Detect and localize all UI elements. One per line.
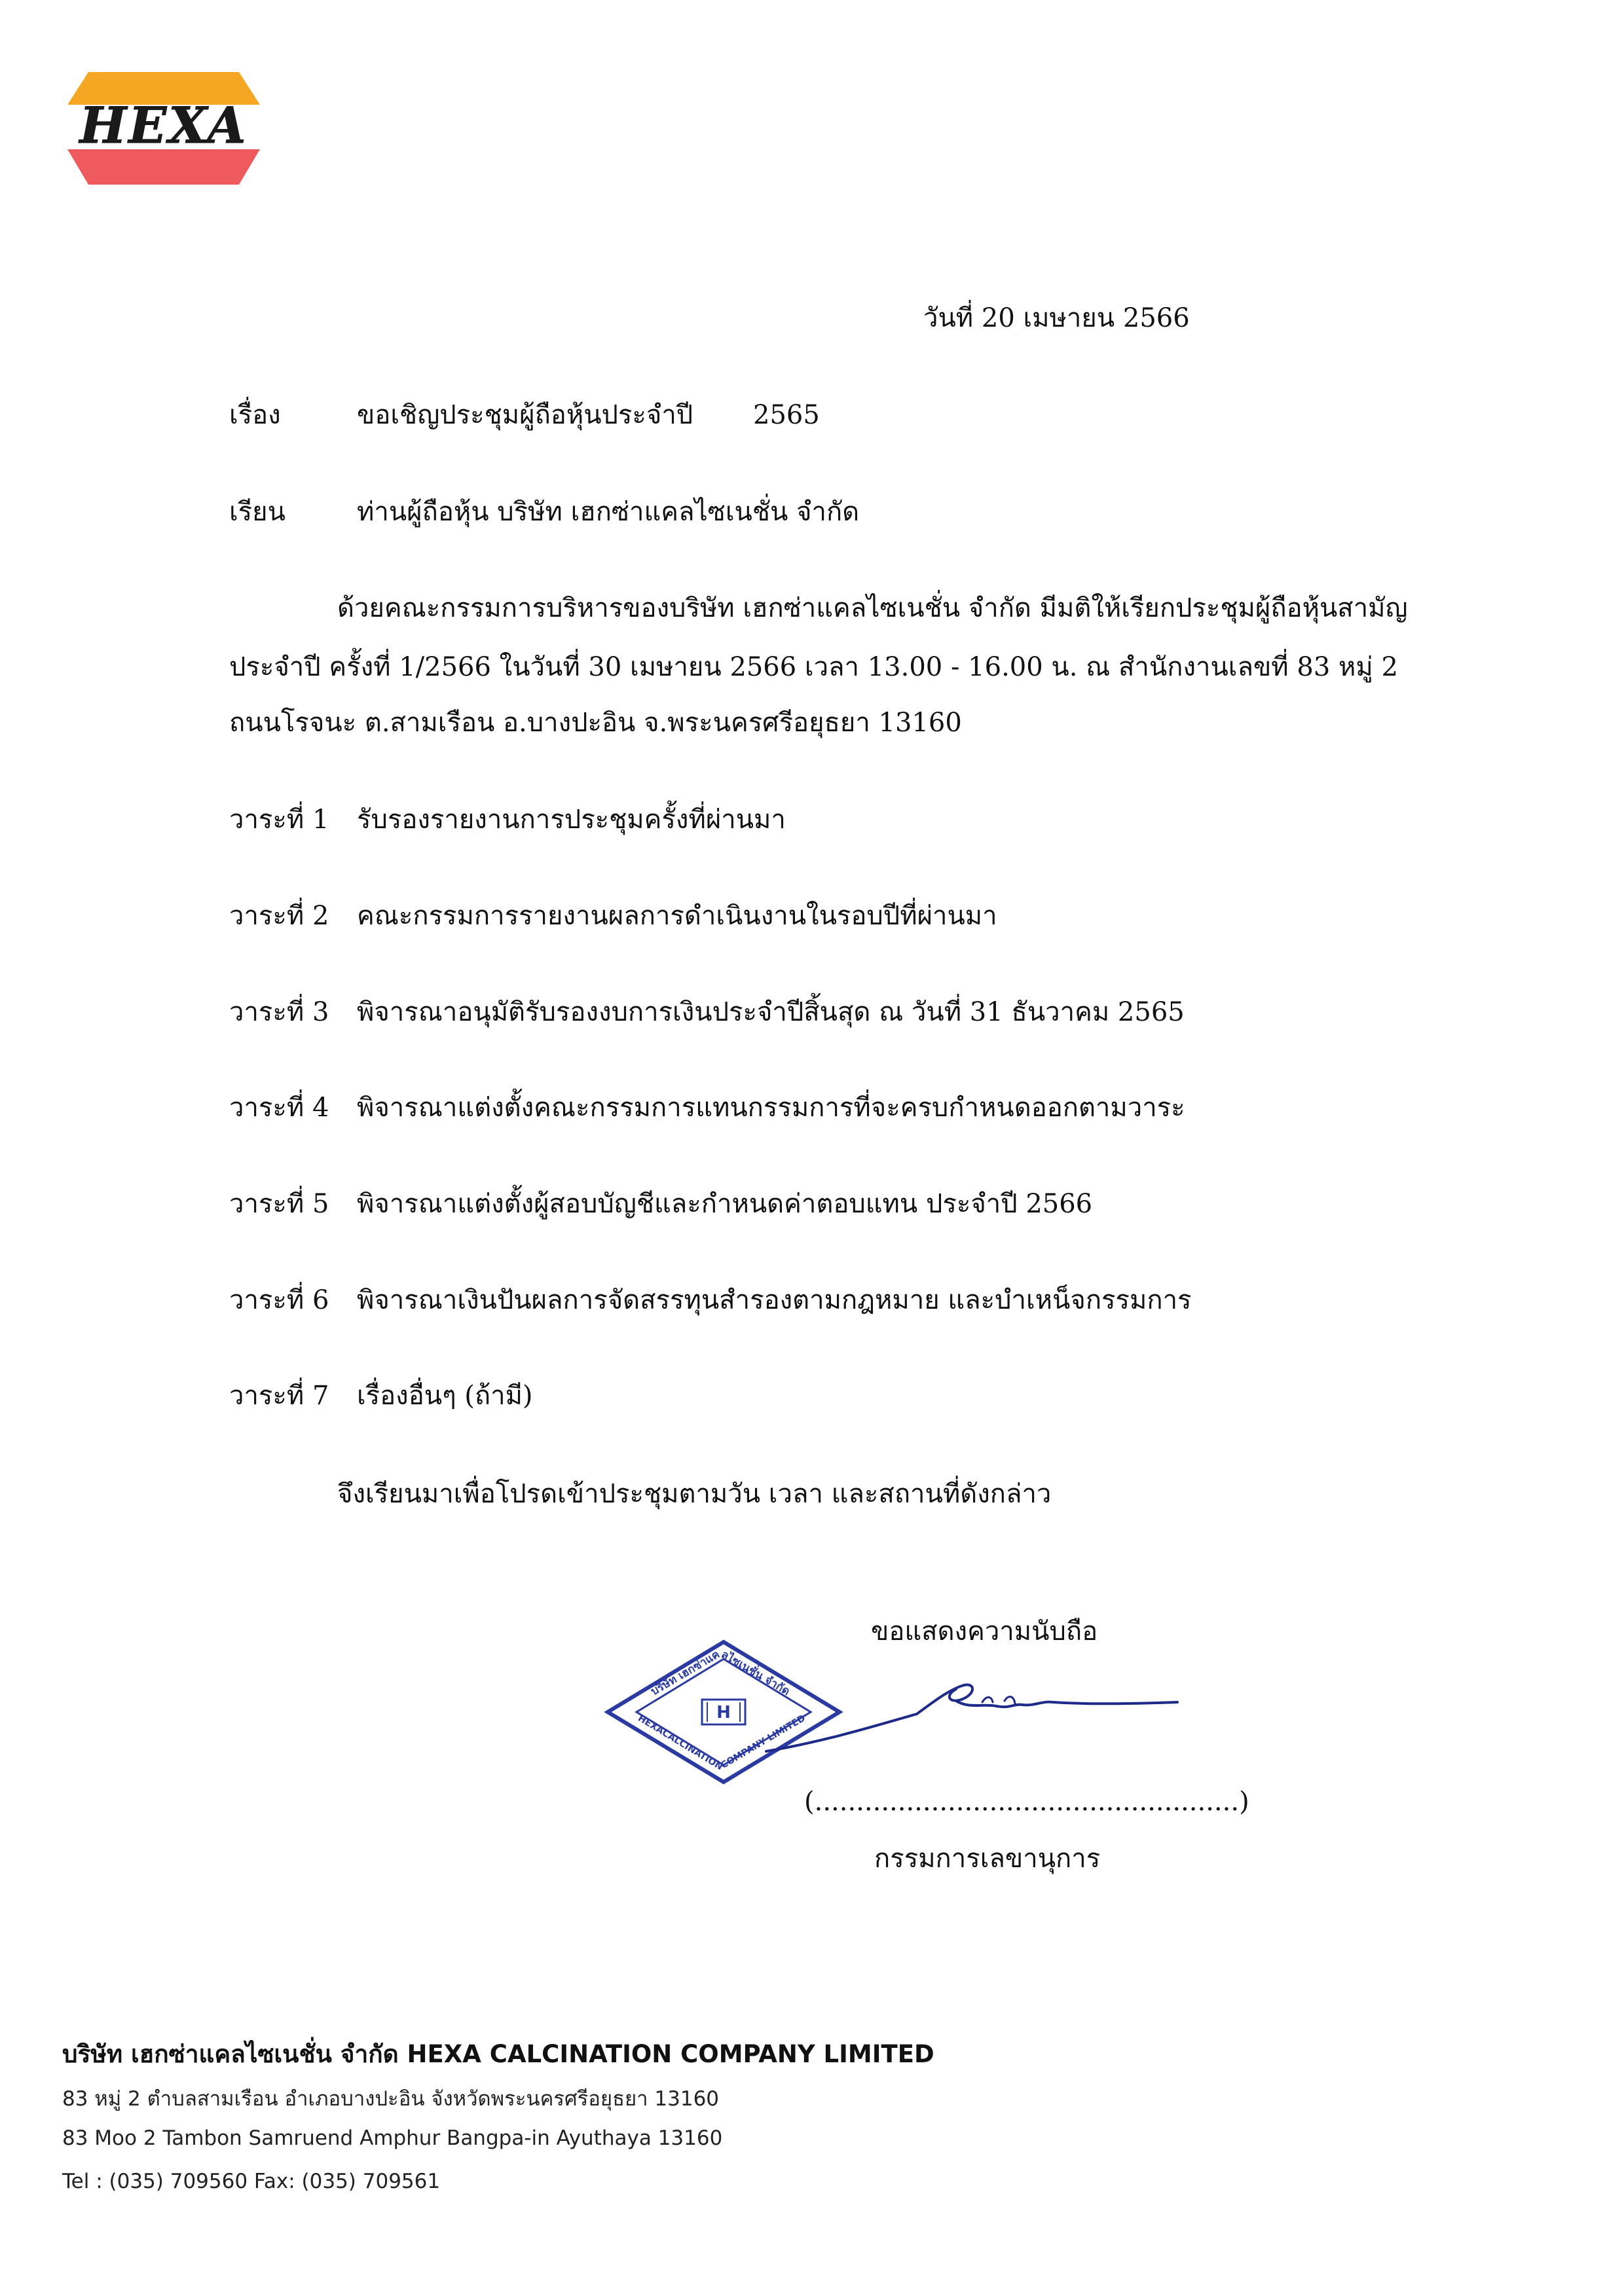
addressee-label: เรียน: [229, 497, 286, 527]
logo-text: HEXA: [79, 96, 248, 155]
agenda-text: พิจารณาอนุมัติรับรองงบการเงินประจำปีสิ้นสุด ณ วันที่ 31 ธันวาคม 2565: [357, 997, 1185, 1027]
agenda-label: วาระที่ 7: [229, 1381, 329, 1411]
hexa-logo-graphic: [62, 71, 265, 189]
footer-address-thai: 83 หมู่ 2 ตำบลสามเรือน อำเภอบางปะอิน จังหวัดพระนครศรีอยุธยา 13160: [62, 2087, 720, 2111]
letter-date: วันที่ 20 เมษายน 2566: [923, 303, 1190, 333]
logo-bottom-band: [67, 149, 260, 185]
agenda-text: เรื่องอื่นๆ (ถ้ามี): [357, 1381, 533, 1411]
agenda-label: วาระที่ 4: [229, 1093, 329, 1123]
signature-graphic: [753, 1663, 1185, 1761]
footer-address-english: 83 Moo 2 Tambon Samruend Amphur Bangpa-in Ayuthaya 13160: [62, 2126, 723, 2150]
agenda-text: พิจารณาเงินปันผลการจัดสรรทุนสำรองตามกฎหมาย และบำเหน็จกรรมการ: [357, 1285, 1192, 1315]
closing-sentence: จึงเรียนมาเพื่อโปรดเข้าประชุมตามวัน เวลา และสถานที่ดังกล่าว: [337, 1479, 1052, 1509]
addressee-text: ท่านผู้ถือหุ้น บริษัท เฮกซ่าแคลไซเนชั่น จำกัด: [357, 497, 860, 527]
subject-label: เรื่อง: [229, 400, 281, 430]
regards-text: ขอแสดงความนับถือ: [871, 1616, 1098, 1647]
agenda-text: พิจารณาแต่งตั้งผู้สอบบัญชีและกำหนดค่าตอบแทน ประจำปี 2566: [357, 1189, 1093, 1219]
agenda-label: วาระที่ 3: [229, 997, 329, 1027]
body-line-2: ประจำปี ครั้งที่ 1/2566 ในวันที่ 30 เมษายน 2566 เวลา 13.00 - 16.00 น. ณ สำนักงานเลขที่ 83 หมู่ 2: [229, 652, 1398, 682]
agenda-text: พิจารณาแต่งตั้งคณะกรรมการแทนกรรมการที่จะครบกำหนดออกตามวาระ: [357, 1093, 1185, 1123]
signature-blank-line: (...................................................): [804, 1787, 1249, 1817]
agenda-text: คณะกรรมการรายงานผลการดำเนินงานในรอบปีที่ผ่านมา: [357, 901, 997, 931]
subject-text: ขอเชิญประชุมผู้ถือหุ้นประจำปี: [357, 400, 693, 430]
handwritten-signature: [753, 1663, 1185, 1761]
stamp-mark: H: [716, 1703, 731, 1722]
agenda-text: รับรองรายงานการประชุมครั้งที่ผ่านมา: [357, 805, 786, 835]
stamp-thai-text: บริษัท เฮกซ่าแคลไซเนชั่น จำกัด: [648, 1647, 792, 1698]
company-logo: [62, 71, 265, 189]
agenda-label: วาระที่ 2: [229, 901, 329, 931]
agenda-label: วาระที่ 6: [229, 1285, 329, 1315]
signer-title: กรรมการเลขานุการ: [874, 1844, 1101, 1874]
footer-contact: Tel : (035) 709560 Fax: (035) 709561: [62, 2170, 441, 2193]
body-line-1: ด้วยคณะกรรมการบริหารของบริษัท เฮกซ่าแคลไซเนชั่น จำกัด มีมติให้เรียกประชุมผู้ถือหุ้นสามัญ: [337, 593, 1408, 623]
subject-year: 2565: [753, 400, 820, 430]
agenda-label: วาระที่ 5: [229, 1189, 329, 1219]
agenda-label: วาระที่ 1: [229, 805, 329, 835]
body-line-3: ถนนโรจนะ ต.สามเรือน อ.บางปะอิน จ.พระนครศรีอยุธยา 13160: [229, 708, 962, 738]
stamp-english-text: HEXACALCINATION COMPANY LIMITED: [636, 1713, 807, 1773]
footer-company-name: บริษัท เฮกซ่าแคลไซเนชั่น จำกัด HEXA CALCINATION COMPANY LIMITED: [62, 2040, 934, 2068]
